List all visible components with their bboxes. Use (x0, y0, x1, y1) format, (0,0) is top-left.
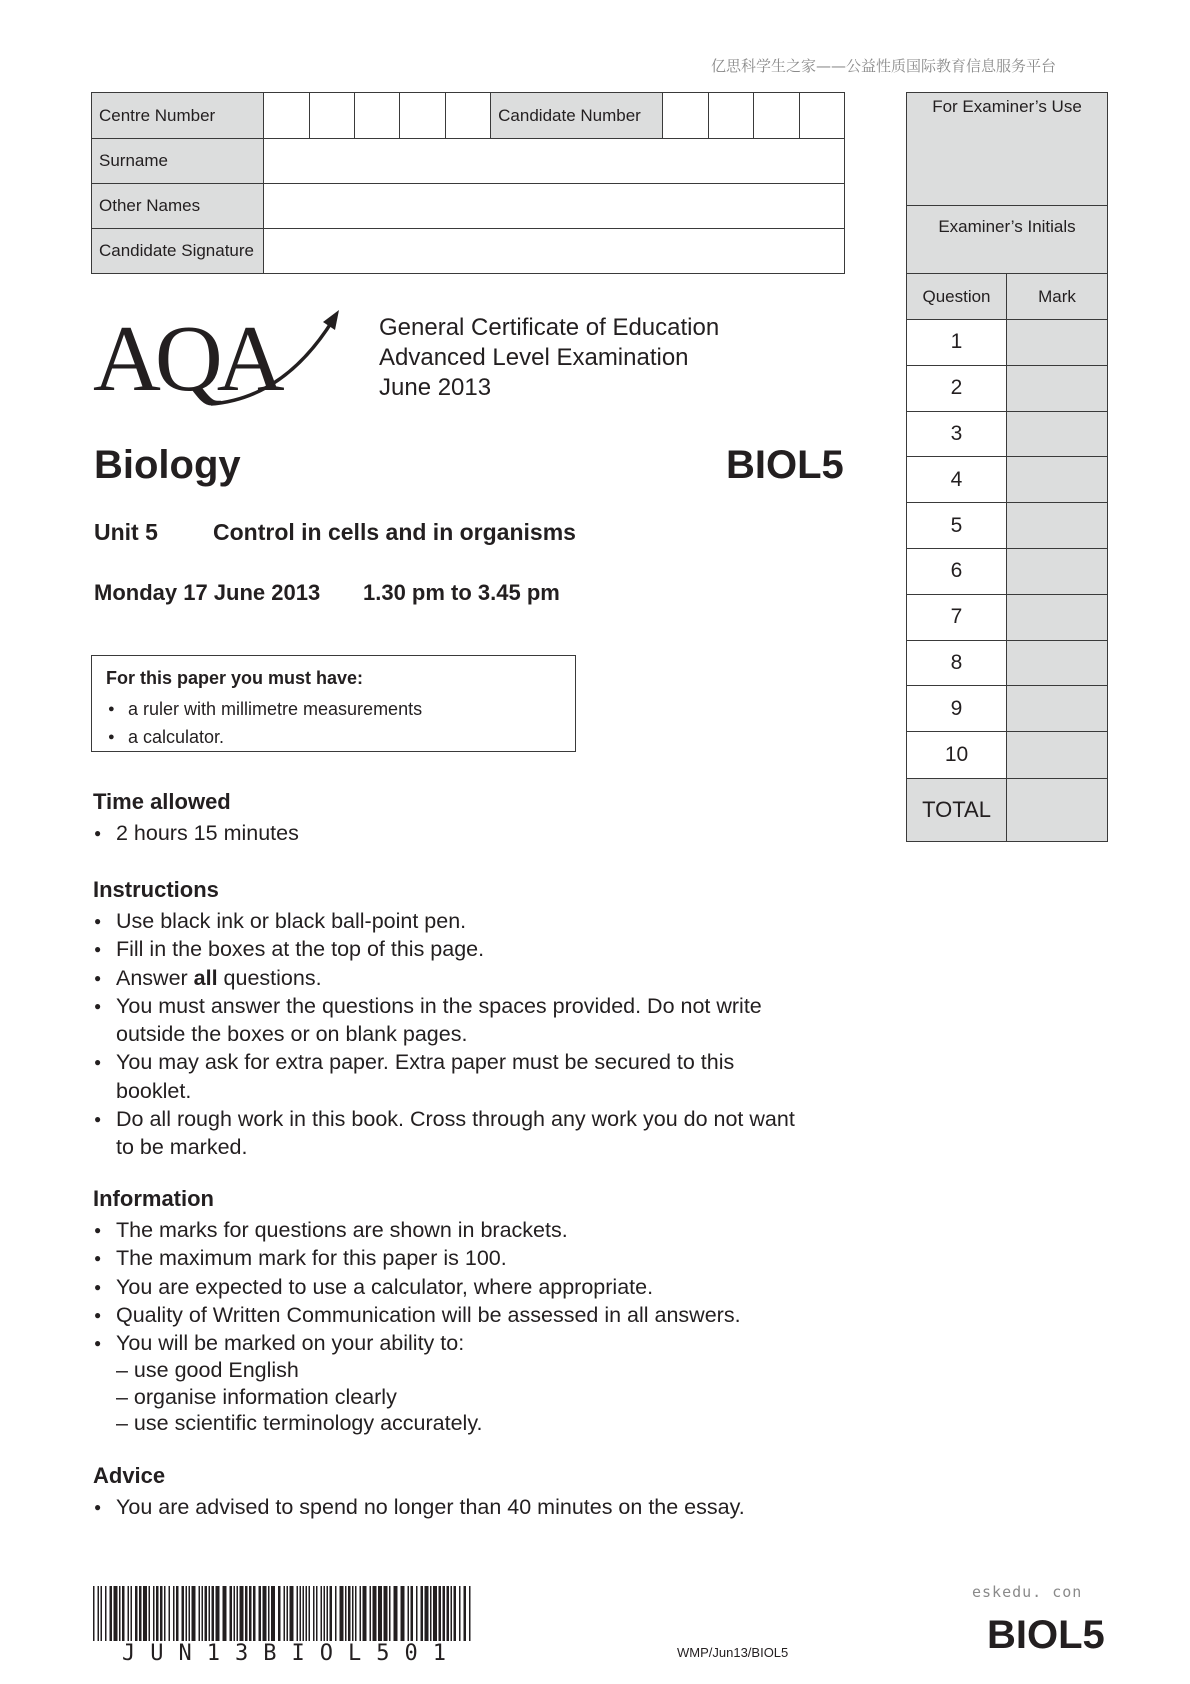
total-row (907, 778, 1107, 841)
question-column-header: Question (907, 274, 1007, 319)
centre-number-box[interactable] (309, 93, 354, 139)
examiner-table (906, 92, 1108, 842)
barcode-bar (192, 1586, 196, 1641)
barcode-bar (169, 1586, 171, 1641)
barcode-bar (131, 1586, 133, 1641)
barcode-bar (370, 1586, 372, 1641)
barcode-bar (122, 1586, 125, 1641)
barcode-bar (143, 1586, 147, 1641)
barcode-bar (411, 1586, 414, 1641)
barcode-bar (114, 1586, 118, 1641)
required-materials-box (91, 655, 576, 752)
barcode-bar (176, 1586, 179, 1641)
examiner-question-row (907, 457, 1107, 503)
list-item: ● You will be marked on your ability to: (93, 1329, 813, 1357)
centre-number-box[interactable] (400, 93, 445, 139)
barcode-bar (135, 1586, 138, 1641)
question-number: 8 (907, 641, 1007, 686)
barcode-bar (153, 1586, 155, 1641)
centre-number-box[interactable] (264, 93, 309, 139)
examiner-question-row (907, 641, 1107, 687)
instructions-section (93, 877, 813, 1162)
barcode-bar (327, 1586, 329, 1641)
centre-number-box[interactable] (445, 93, 490, 139)
list-item: ● You are advised to spend no longer than 40 minutes on the essay. (93, 1493, 813, 1521)
examiner-column-headers (907, 274, 1107, 320)
barcode-text: JUN13BIOL501 (122, 1641, 461, 1666)
total-mark-cell (1007, 779, 1107, 841)
section-heading: Instructions (93, 877, 219, 902)
examiner-question-row (907, 732, 1107, 778)
question-number: 10 (907, 732, 1007, 778)
barcode-bar (263, 1586, 267, 1641)
barcode-bar (421, 1586, 424, 1641)
barcode-bar (259, 1586, 262, 1641)
barcode-bar (443, 1586, 446, 1641)
barcode-bar (464, 1586, 467, 1641)
barcode-bar (234, 1586, 236, 1641)
list-item: ● 2 hours 15 minutes (93, 819, 813, 847)
other-names-field[interactable] (264, 184, 845, 229)
list-item: ● You must answer the questions in the spaces provided. Do not write outside the boxes or on blank pages. (93, 992, 796, 1049)
list-item: ● Quality of Written Communication will be assessed in all answers. (93, 1301, 813, 1329)
barcode-bar (321, 1586, 323, 1641)
list-item: ● You may ask for extra paper. Extra paper must be secured to this booklet. (93, 1048, 796, 1105)
barcode-bar (110, 1586, 113, 1641)
barcode-bar (447, 1586, 450, 1641)
exam-time: 1.30 pm to 3.45 pm (363, 580, 560, 605)
barcode-bar (416, 1586, 418, 1641)
time-allowed-section (93, 789, 813, 847)
paper-reference: WMP/Jun13/BIOL5 (677, 1645, 789, 1660)
examiner-question-row (907, 686, 1107, 732)
barcode-bar (230, 1586, 233, 1641)
barcode-bar (160, 1586, 163, 1641)
mark-cell (1007, 732, 1107, 778)
barcode-bar (186, 1586, 188, 1641)
question-number: 6 (907, 549, 1007, 594)
barcode-bar (469, 1586, 471, 1641)
barcode-bar (182, 1586, 185, 1641)
candidate-number-label: Candidate Number (491, 93, 662, 139)
barcode-bar (173, 1586, 175, 1641)
examiner-question-row (907, 320, 1107, 366)
candidate-number-box[interactable] (662, 93, 708, 139)
barcode-bar (205, 1586, 208, 1641)
barcode-bar (454, 1586, 457, 1641)
examiner-use-label: For Examiner’s Use (907, 93, 1107, 206)
barcode-bar (430, 1586, 432, 1641)
barcode-bar (249, 1586, 252, 1641)
barcode-bar (378, 1586, 382, 1641)
sub-item: – use good English (116, 1358, 299, 1383)
candidate-number-box[interactable] (708, 93, 753, 139)
mark-cell (1007, 641, 1107, 686)
mark-cell (1007, 549, 1107, 594)
centre-number-box[interactable] (355, 93, 400, 139)
certificate-title (379, 313, 719, 403)
barcode-bar (240, 1586, 244, 1641)
barcode-bar (98, 1586, 100, 1641)
list-item: ● The maximum mark for this paper is 100. (93, 1244, 813, 1272)
candidate-number-box[interactable] (799, 93, 844, 139)
barcode-bar (459, 1586, 461, 1641)
mark-cell (1007, 595, 1107, 640)
question-number: 1 (907, 320, 1007, 365)
barcode-bar (149, 1586, 151, 1641)
mark-cell (1007, 503, 1107, 548)
exam-date: Monday 17 June 2013 (94, 580, 321, 605)
barcode-bar (164, 1586, 166, 1641)
barcode-bar (212, 1586, 215, 1641)
barcode-bar (284, 1586, 286, 1641)
barcode-bar (245, 1586, 248, 1641)
barcode-bar (340, 1586, 344, 1641)
surname-label: Surname (92, 139, 264, 184)
question-number: 5 (907, 503, 1007, 548)
question-number: 4 (907, 457, 1007, 502)
barcode-bar (313, 1586, 315, 1641)
barcode-bar (128, 1586, 130, 1641)
barcode-bar (237, 1586, 239, 1641)
subject-title: Biology (94, 443, 241, 487)
cert-line-3: June 2013 (379, 374, 492, 401)
required-materials-heading: For this paper you must have: (106, 668, 364, 688)
barcode-bar (389, 1586, 391, 1641)
unit-number: Unit 5 (94, 519, 158, 545)
unit-title: Control in cells and in organisms (213, 519, 576, 545)
barcode-bar (316, 1586, 318, 1641)
question-number: 9 (907, 686, 1007, 731)
mark-cell (1007, 412, 1107, 457)
barcode-bar (433, 1586, 437, 1641)
mark-cell (1007, 320, 1107, 365)
sub-item: – use scientific terminology accurately. (116, 1411, 483, 1436)
aqa-logo (93, 308, 343, 406)
list-item: ● a calculator. (106, 723, 561, 751)
barcode-bar (119, 1586, 121, 1641)
barcode-bar (290, 1586, 294, 1641)
site-watermark: eskedu. con (972, 1583, 1083, 1601)
total-label: TOTAL (907, 779, 1007, 841)
barcode-bar (394, 1586, 398, 1641)
barcode-bar (268, 1586, 270, 1641)
barcode-bar (439, 1586, 442, 1641)
advice-section (93, 1463, 813, 1521)
cert-line-2: Advanced Level Examination (379, 344, 689, 371)
examiner-question-row (907, 366, 1107, 412)
other-names-label: Other Names (92, 184, 264, 229)
list-item: ● Fill in the boxes at the top of this page. (93, 935, 813, 963)
barcode-bar (303, 1586, 305, 1641)
examiner-initials-label: Examiner’s Initials (907, 206, 1107, 274)
section-heading: Advice (93, 1463, 166, 1488)
barcode-bar (425, 1586, 429, 1641)
barcode-bar (199, 1586, 201, 1641)
list-item: ● Answer all questions. (93, 964, 813, 992)
list-item: ● a ruler with millimetre measurements (106, 695, 561, 723)
barcode-bar (156, 1586, 159, 1641)
cert-line-1: General Certificate of Education (379, 314, 720, 341)
barcode-bar (348, 1586, 351, 1641)
barcode-bar (363, 1586, 367, 1641)
list-item: ● Do all rough work in this book. Cross through any work you do not want to be marked. (93, 1105, 796, 1162)
barcode (93, 1586, 473, 1641)
barcode-bar (297, 1586, 299, 1641)
barcode-bar (352, 1586, 354, 1641)
barcode-bar (306, 1586, 308, 1641)
barcode-bar (202, 1586, 204, 1641)
list-item: ● Use black ink or black ball-point pen. (93, 907, 813, 935)
unit-line (94, 519, 576, 546)
barcode-bar (451, 1586, 453, 1641)
barcode-bar (271, 1586, 275, 1641)
sub-item: – organise information clearly (116, 1384, 397, 1409)
barcode-bar (360, 1586, 362, 1641)
barcode-bar (216, 1586, 220, 1641)
barcode-bar (278, 1586, 281, 1641)
aqa-logo-text: AQA (93, 308, 279, 406)
footer-paper-code: BIOL5 (987, 1613, 1105, 1657)
barcode-bar (408, 1586, 410, 1641)
mark-column-header: Mark (1038, 286, 1076, 306)
barcode-bar (330, 1586, 333, 1641)
list-item: ● You are expected to use a calculator, where appropriate. (93, 1273, 813, 1301)
question-number: 2 (907, 366, 1007, 411)
paper-code: BIOL5 (726, 443, 844, 487)
centre-number-label: Centre Number (92, 93, 264, 139)
question-number: 7 (907, 595, 1007, 640)
barcode-bar (373, 1586, 377, 1641)
barcode-bar (209, 1586, 211, 1641)
section-heading: Information (93, 1186, 214, 1211)
mark-cell (1007, 366, 1107, 411)
barcode-bar (139, 1586, 142, 1641)
watermark-text: 亿思科学生之家——公益性质国际教育信息服务平台 (710, 57, 1056, 75)
barcode-bar (335, 1586, 337, 1641)
candidate-details-table (91, 92, 845, 274)
barcode-bar (324, 1586, 326, 1641)
barcode-bar (287, 1586, 289, 1641)
barcode-bar (300, 1586, 302, 1641)
question-number: 3 (907, 412, 1007, 457)
candidate-number-box[interactable] (754, 93, 799, 139)
barcode-bar (355, 1586, 357, 1641)
barcode-bar (101, 1586, 103, 1641)
information-section (93, 1186, 813, 1437)
examiner-question-row (907, 595, 1107, 641)
exam-date-line (94, 580, 560, 606)
mark-cell (1007, 686, 1107, 731)
signature-label: Candidate Signature (92, 229, 264, 274)
examiner-question-row (907, 549, 1107, 595)
section-heading: Time allowed (93, 789, 231, 814)
barcode-bar (345, 1586, 347, 1641)
barcode-bar (189, 1586, 191, 1641)
barcode-bar (253, 1586, 256, 1641)
examiner-question-row (907, 412, 1107, 458)
barcode-bar (93, 1586, 95, 1641)
signature-field[interactable] (264, 229, 845, 274)
barcode-bar (309, 1586, 311, 1641)
mark-cell (1007, 457, 1107, 502)
barcode-bar (105, 1586, 107, 1641)
list-item: ● The marks for questions are shown in brackets. (93, 1216, 813, 1244)
barcode-bar (384, 1586, 388, 1641)
surname-field[interactable] (264, 139, 845, 184)
examiner-question-row (907, 503, 1107, 549)
barcode-bar (401, 1586, 405, 1641)
barcode-bar (223, 1586, 227, 1641)
